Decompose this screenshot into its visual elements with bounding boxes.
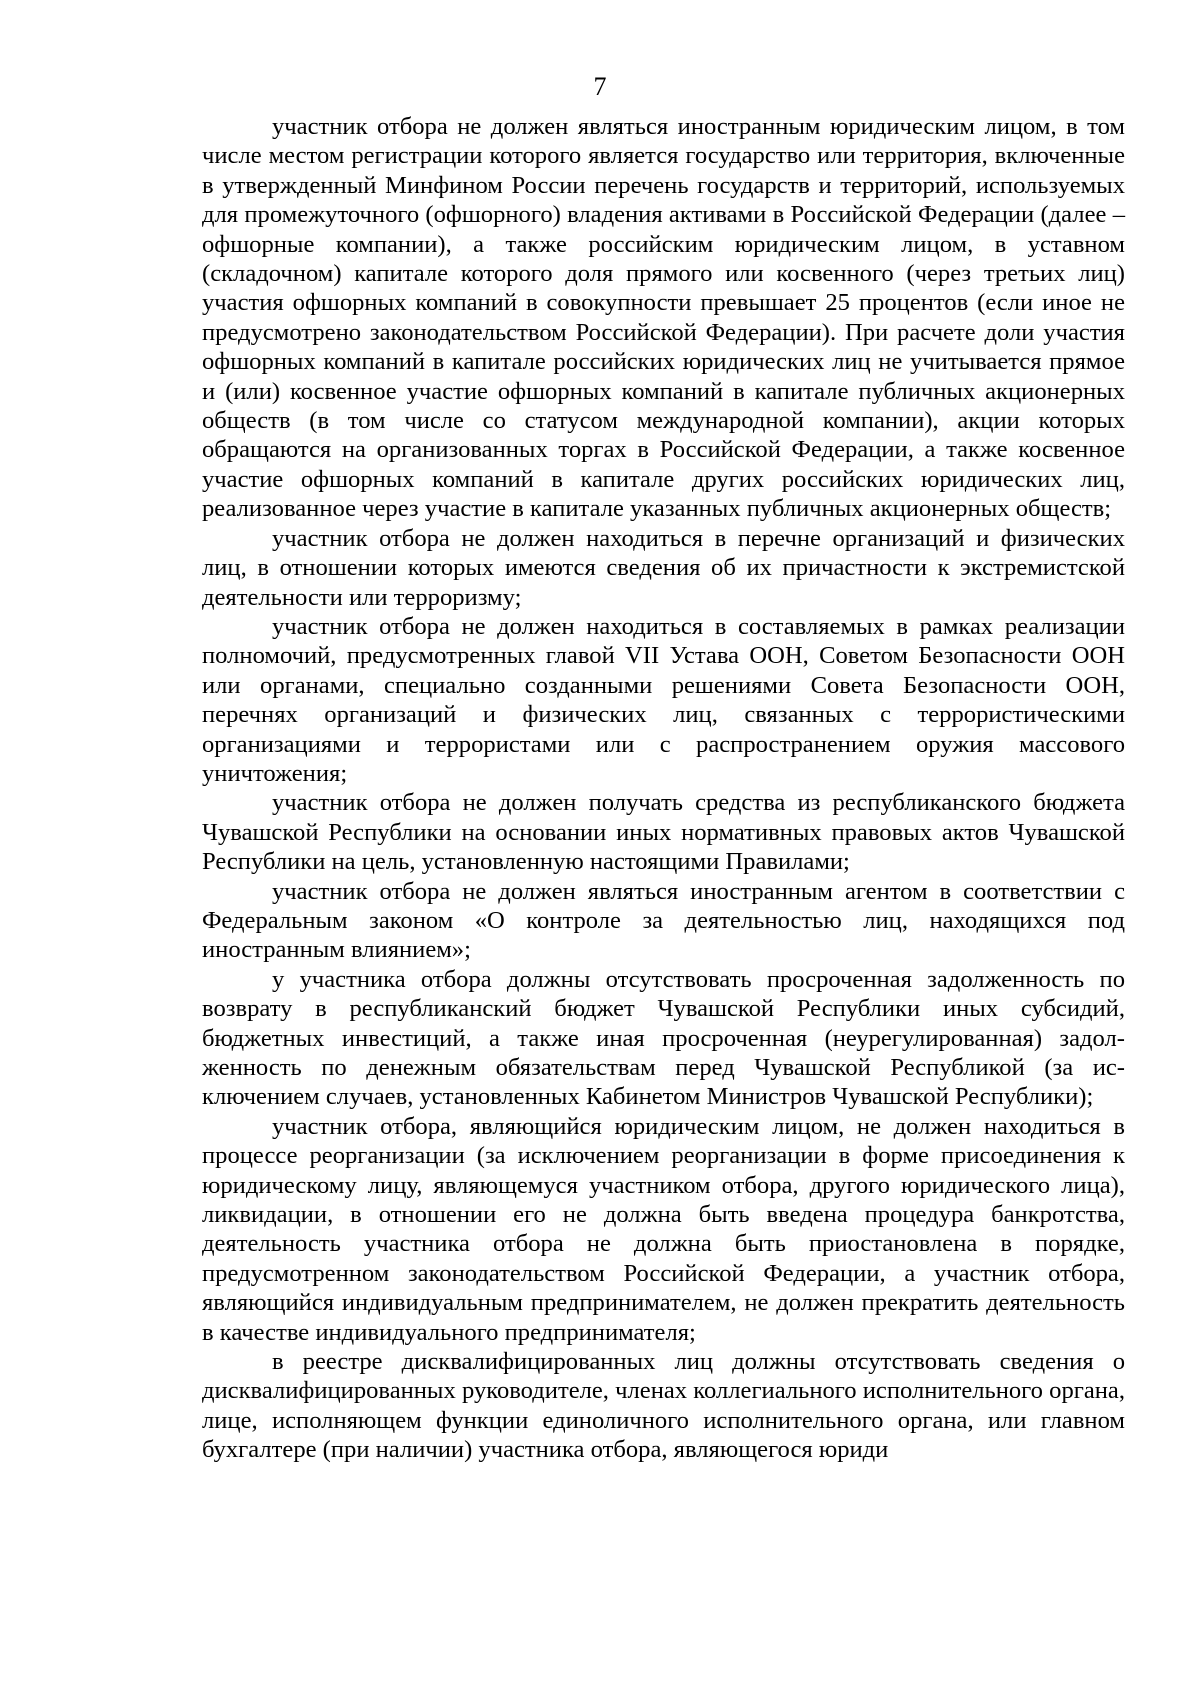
- paragraph-extremism-list: участник отбора не должен находиться в перечне организаций и физических лиц, в отношении которых имеются сведения об их причастности к экстремистской деятельности или терроризму;: [202, 524, 1125, 611]
- document-body: [202, 112, 1125, 1465]
- paragraph-reorganization-liquidation: участник отбора, являющийся юридическим лицом, не должен находиться в процессе реорганизации (за исключением реорганизации в форме присоединения к юридическому лицу, являющемуся участником отбора, другого юридического лица), ликвидации, в отношении его не должна быть введена процедура банкротства, деятельность участника отбора не должна быть приостановлена в порядке, предусмотренном законодательством Российской Федерации, а участник отбора, являющийся индивидуальным предпринимателем, не должен прекратить деятельность в качестве индивидуального предпринимателя;: [202, 1112, 1125, 1346]
- paragraph-disqualified-persons: в реестре дисквалифицированных лиц должны отсутствовать сведения о дисквалифицированных руководителе, членах коллегиального исполнительного органа, лице, исполняющем функции единоличного исполнительного органа, или главном бухгалтере (при наличии) участника отбора, являющегося юриди: [202, 1348, 1125, 1464]
- paragraph-foreign-agent: участник отбора не должен являться иностранным агентом в соответствии с Федеральным законом «О контроле за деятельностью лиц, находящихся под иностранным влиянием»;: [202, 877, 1125, 964]
- paragraph-overdue-debt: у участника отбора должны отсутствовать просроченная задолженность по возврату в республиканский бюджет Чувашской Республики иных субсидий, бюджетных инвестиций, а также иная просроченная (неурегулированная) задолженность по денежным обязательствам перед Чувашской Республикой (за исключением случаев, установленных Кабинетом Министров Чувашской Республики);: [202, 965, 1125, 1111]
- page-number: 7: [593, 72, 607, 101]
- paragraph-offshore-companies: участник отбора не должен являться иностранным юридическим лицом, в том числе местом регистрации которого является государство или территория, включенные в утвержденный Минфином России перечень государств и территорий, используемых для промежуточного (офшорного) владения активами в Российской Федерации (далее – офшорные компании), а также российским юридическим лицом, в уставном (складочном) капитале которого доля прямого или косвенного (через третьих лиц) участия офшорных компаний в совокупности превышает 25 процентов (если иное не предусмотрено законодательством Российской Федерации). При расчете доли участия офшорных компаний в капитале российских юридических лиц не учитывается прямое и (или) косвенное участие офшорных компаний в капитале публичных акционерных обществ (в том числе со статусом международной компании), акции которых обращаются на организованных торгах в Российской Федерации, а также косвенное участие офшорных компаний в капитале других российских юридических лиц, реализованное через участие в капитале указанных публичных акционерных обществ;: [202, 113, 1125, 523]
- paragraph-un-security-council: участник отбора не должен находиться в составляемых в рамках реализации полномочий, предусмотренных главой VII Устава ООН, Советом Безопасности ООН или органами, специально созданными решениями Совета Безопасности ООН, перечнях организаций и физических лиц, связанных с террористическими организациями и террористами или с распространением оружия массового уничтожения;: [202, 612, 1125, 787]
- paragraph-republican-budget-funds: участник отбора не должен получать средства из республиканского бюджета Чувашской Республики на основании иных нормативных правовых актов Чувашской Республики на цель, установленную настоящими Правилами;: [202, 789, 1125, 876]
